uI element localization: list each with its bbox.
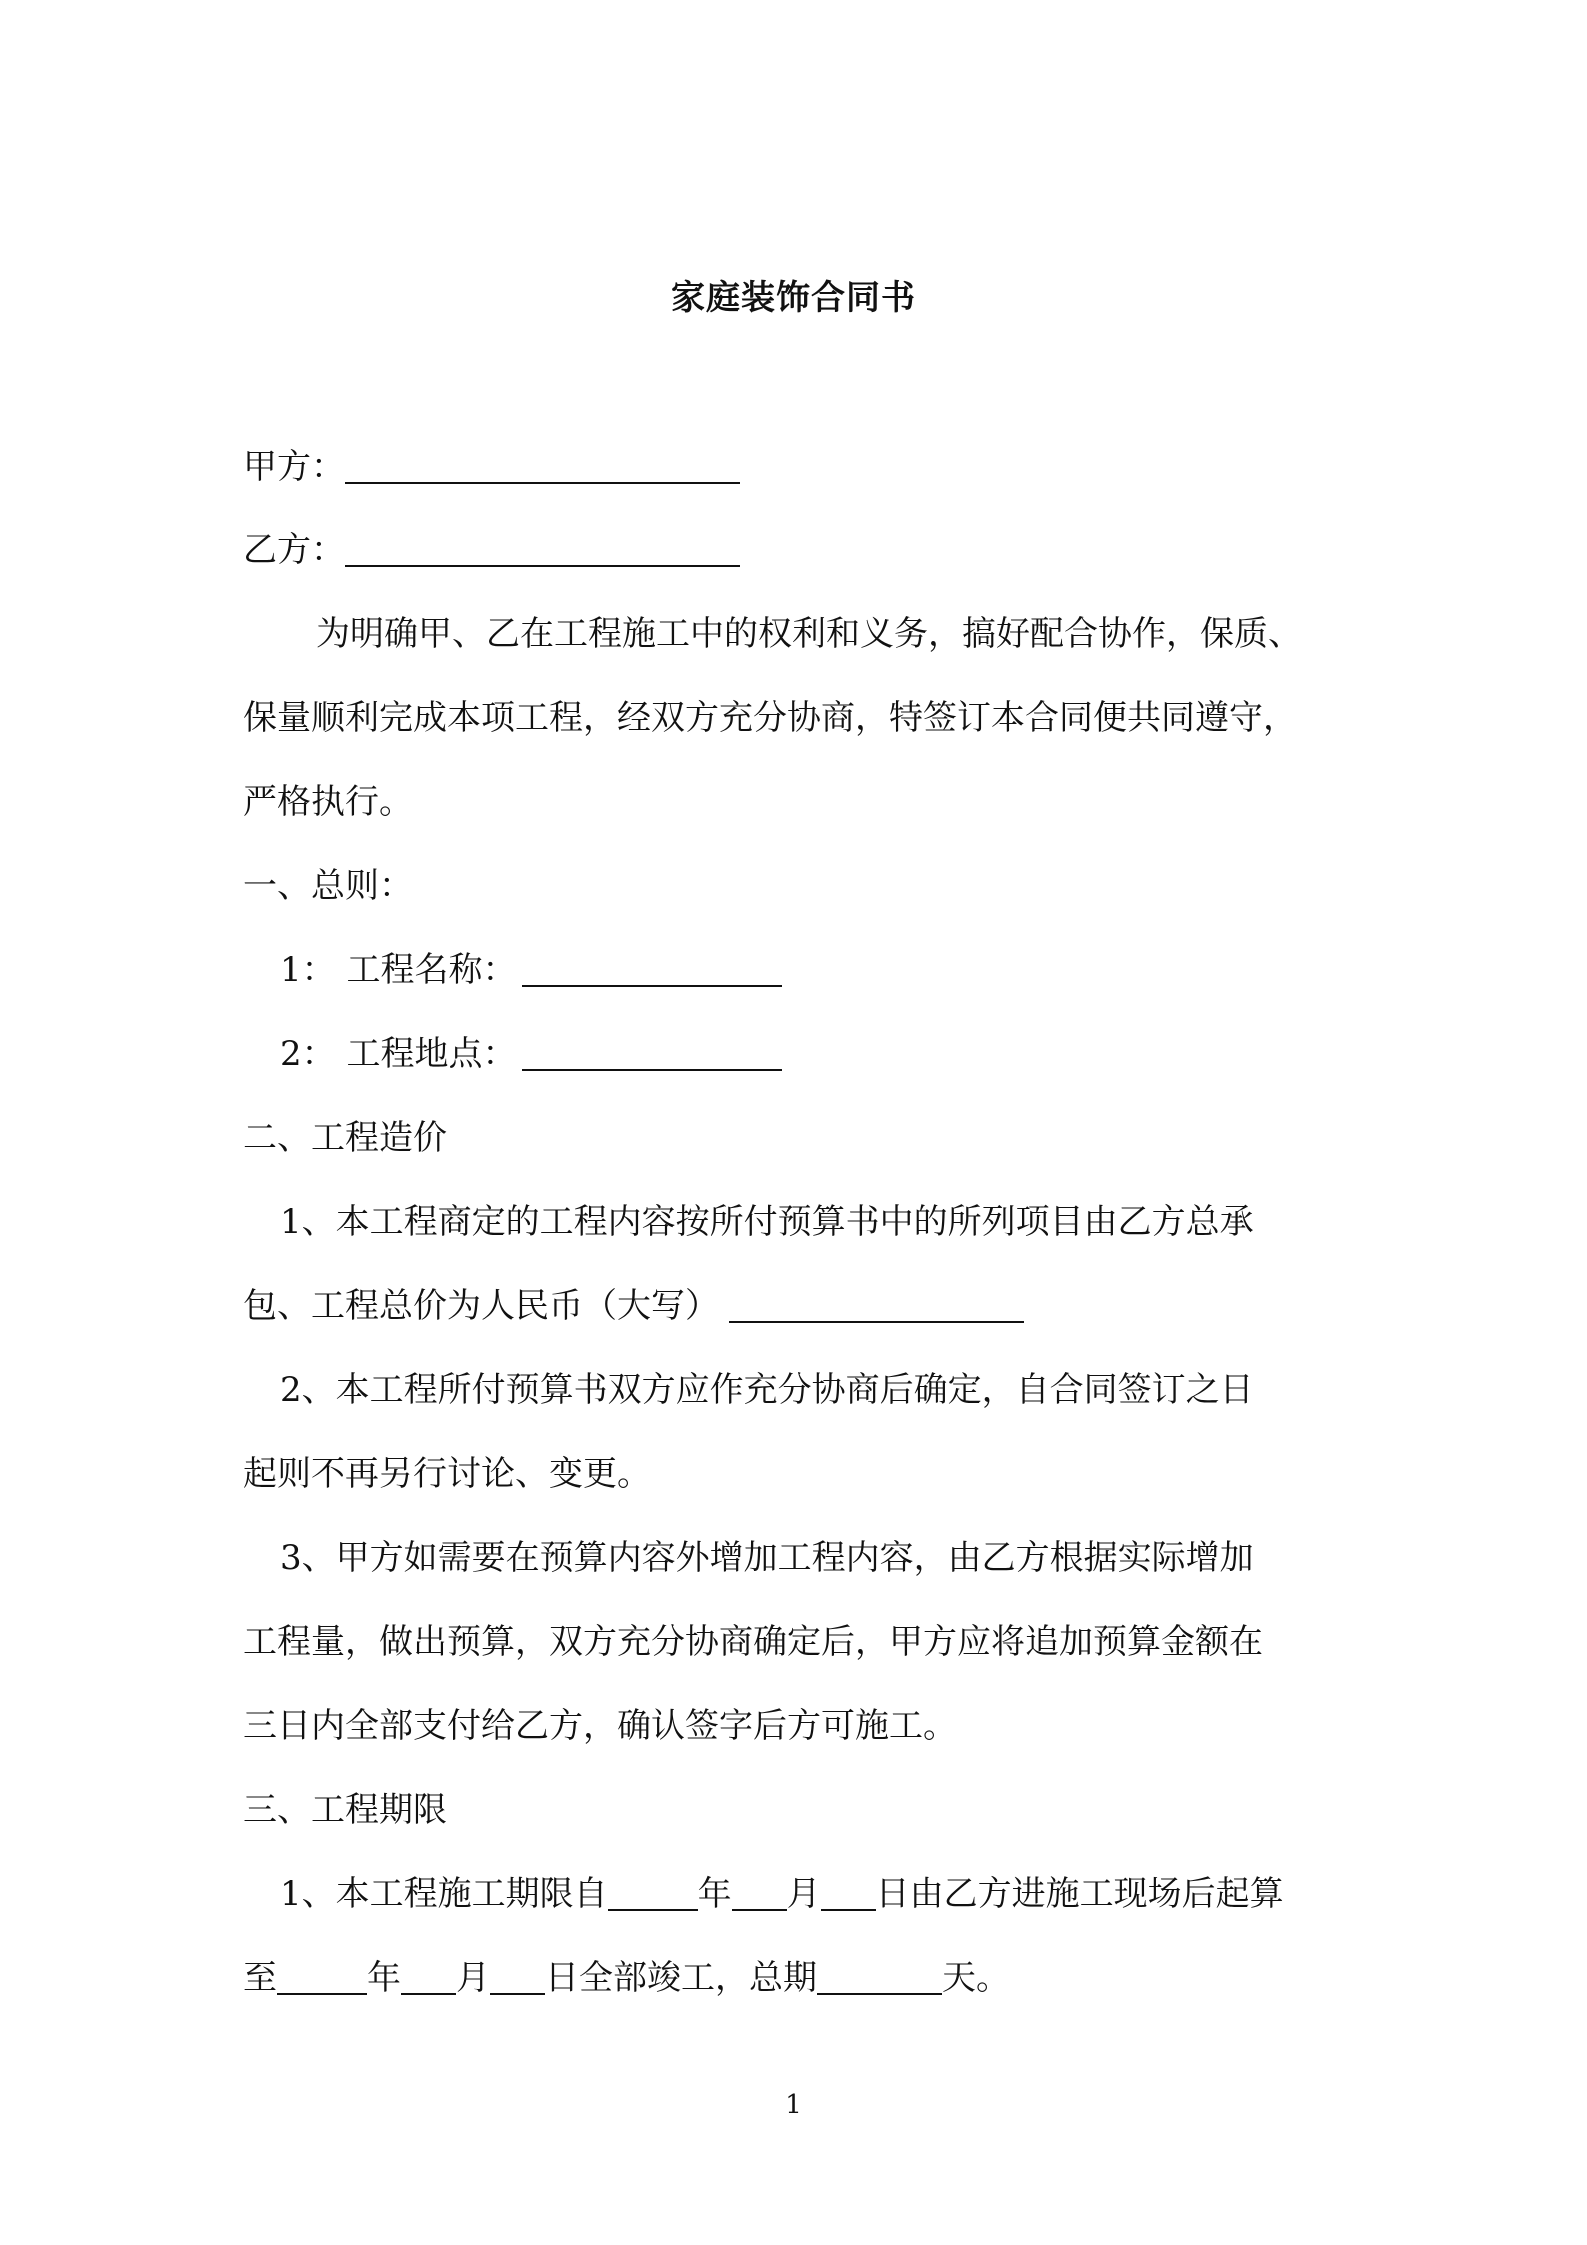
party-b-label: 乙方： bbox=[243, 530, 345, 570]
project-location-label: 2： 工程地点： bbox=[280, 1034, 517, 1074]
intro-line-1: 为明确甲、乙在工程施工中的权利和义务，搞好配合协作，保质、 bbox=[316, 614, 1302, 654]
project-location-blank[interactable] bbox=[522, 1037, 782, 1071]
s2-p1-line-1: 1、本工程商定的工程内容按所付预算书中的所列项目由乙方总承 bbox=[280, 1202, 1254, 1242]
end-month-label: 月 bbox=[456, 1958, 490, 1998]
start-month-label: 月 bbox=[786, 1874, 821, 1914]
s2-p3-line-2: 工程量，做出预算，双方充分协商确定后，甲方应将追加预算金额在 bbox=[243, 1622, 1263, 1662]
s2-p2-line-1: 2、本工程所付预算书双方应作充分协商后确定，自合同签订之日 bbox=[280, 1370, 1254, 1410]
project-name-label: 1： 工程名称： bbox=[280, 950, 517, 990]
total-price-label: 包、工程总价为人民币（大写） bbox=[243, 1286, 719, 1326]
s3-line-1 bbox=[280, 1872, 1284, 1916]
schedule-start-label: 1、本工程施工期限自 bbox=[280, 1874, 608, 1914]
s2-p1-line-2 bbox=[243, 1284, 1024, 1328]
schedule-end-label: 至 bbox=[243, 1958, 277, 1998]
s2-p3-line-3: 三日内全部支付给乙方，确认签字后方可施工。 bbox=[243, 1706, 957, 1746]
project-name-line bbox=[280, 948, 782, 992]
start-month-blank[interactable] bbox=[732, 1877, 787, 1911]
end-day-blank[interactable] bbox=[490, 1961, 545, 1995]
party-a-label: 甲方： bbox=[243, 447, 345, 487]
end-day-label: 日全部竣工，总期 bbox=[545, 1958, 817, 1998]
start-day-blank[interactable] bbox=[821, 1877, 876, 1911]
end-month-blank[interactable] bbox=[401, 1961, 456, 1995]
section-2-title: 二、工程造价 bbox=[243, 1118, 447, 1158]
start-year-label: 年 bbox=[697, 1874, 732, 1914]
intro-line-3: 严格执行。 bbox=[243, 782, 413, 822]
document-title: 家庭装饰合同书 bbox=[671, 278, 916, 318]
project-name-blank[interactable] bbox=[522, 953, 782, 987]
section-1-title: 一、总则： bbox=[243, 866, 413, 906]
party-a-line bbox=[243, 445, 740, 489]
party-a-blank[interactable] bbox=[345, 450, 740, 484]
page-number: 1 bbox=[785, 2090, 802, 2120]
project-location-line bbox=[280, 1032, 782, 1076]
s2-p2-line-2: 起则不再另行讨论、变更。 bbox=[243, 1454, 651, 1494]
start-rest-label: 日由乙方进施工现场后起算 bbox=[875, 1874, 1284, 1914]
party-b-blank[interactable] bbox=[345, 533, 740, 567]
start-year-blank[interactable] bbox=[608, 1877, 698, 1911]
total-price-blank[interactable] bbox=[729, 1289, 1024, 1323]
s2-p3-line-1: 3、甲方如需要在预算内容外增加工程内容，由乙方根据实际增加 bbox=[280, 1538, 1254, 1578]
total-days-label: 天。 bbox=[942, 1958, 1010, 1998]
section-3-title: 三、工程期限 bbox=[243, 1790, 447, 1830]
party-b-line bbox=[243, 528, 740, 572]
s3-line-2 bbox=[243, 1956, 1010, 2000]
end-year-blank[interactable] bbox=[277, 1961, 367, 1995]
end-year-label: 年 bbox=[367, 1958, 401, 1998]
intro-line-2: 保量顺利完成本项工程，经双方充分协商，特签订本合同便共同遵守， bbox=[243, 698, 1297, 738]
total-days-blank[interactable] bbox=[817, 1961, 942, 1995]
